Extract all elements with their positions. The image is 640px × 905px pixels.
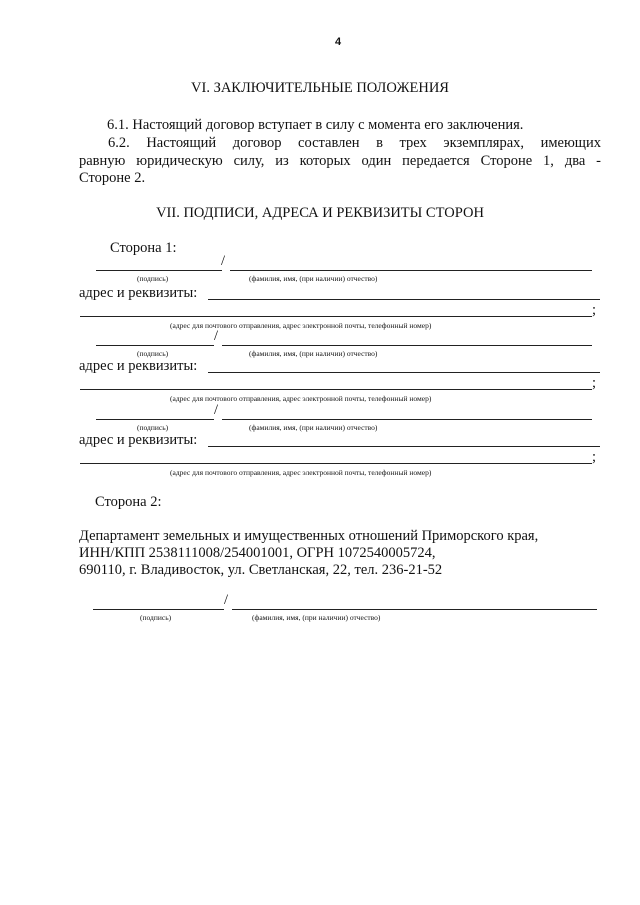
party-2-line-2: ИНН/КПП 2538111008/254001001, ОГРН 1072540005724, xyxy=(79,545,436,561)
full-name-caption: (фамилия, имя, (при наличии) отчество) xyxy=(252,613,381,622)
address-line-2[interactable] xyxy=(80,316,592,317)
full-name-caption: (фамилия, имя, (при наличии) отчество) xyxy=(249,423,378,432)
slash-separator: / xyxy=(214,328,219,344)
address-caption: (адрес для почтового отправления, адрес электронной почты, телефонный номер) xyxy=(170,321,432,330)
address-label: адрес и реквизиты: xyxy=(79,285,198,301)
semicolon: ; xyxy=(592,449,597,465)
address-line-2[interactable] xyxy=(80,463,592,464)
paragraph-6-2-line-2: равную юридическую силу, из которых один передается Стороне 1, два - xyxy=(79,153,601,169)
address-line-1[interactable] xyxy=(208,446,600,447)
slash-separator: / xyxy=(224,592,229,608)
party-2-line-3: 690110, г. Владивосток, ул. Светланская, 22, тел. 236-21-52 xyxy=(79,562,443,578)
address-caption: (адрес для почтового отправления, адрес электронной почты, телефонный номер) xyxy=(170,394,432,403)
signature-line[interactable] xyxy=(96,270,222,271)
slash-separator: / xyxy=(214,402,219,418)
address-label: адрес и реквизиты: xyxy=(79,358,198,374)
full-name-line[interactable] xyxy=(222,345,592,346)
signature-caption: (подпись) xyxy=(137,349,169,358)
semicolon: ; xyxy=(592,302,597,318)
address-line-1[interactable] xyxy=(208,372,600,373)
full-name-caption: (фамилия, имя, (при наличии) отчество) xyxy=(249,274,378,283)
paragraph-6-2-line-1: 6.2. Настоящий договор составлен в трех экземплярах, имеющих xyxy=(108,135,601,151)
paragraph-6-1: 6.1. Настоящий договор вступает в силу с момента его заключения. xyxy=(107,117,524,133)
full-name-line[interactable] xyxy=(232,609,597,610)
signature-caption: (подпись) xyxy=(137,274,169,283)
address-label: адрес и реквизиты: xyxy=(79,432,198,448)
full-name-caption: (фамилия, имя, (при наличии) отчество) xyxy=(249,349,378,358)
signature-caption: (подпись) xyxy=(137,423,169,432)
signature-line[interactable] xyxy=(93,609,224,610)
page-number: 4 xyxy=(335,36,342,48)
party-2-line-1: Департамент земельных и имущественных отношений Приморского края, xyxy=(79,528,539,544)
full-name-line[interactable] xyxy=(230,270,592,271)
signature-line[interactable] xyxy=(96,419,214,420)
signature-line[interactable] xyxy=(96,345,214,346)
semicolon: ; xyxy=(592,375,597,391)
address-caption: (адрес для почтового отправления, адрес электронной почты, телефонный номер) xyxy=(170,468,432,477)
party-2-label: Сторона 2: xyxy=(95,494,162,510)
paragraph-6-2-line-3: Стороне 2. xyxy=(79,170,146,186)
signature-caption: (подпись) xyxy=(140,613,172,622)
address-line-1[interactable] xyxy=(208,299,600,300)
slash-separator: / xyxy=(221,253,226,269)
section-7-heading: VII. ПОДПИСИ, АДРЕСА И РЕКВИЗИТЫ СТОРОН xyxy=(156,205,484,221)
party-1-label: Сторона 1: xyxy=(110,240,177,256)
section-6-heading: VI. ЗАКЛЮЧИТЕЛЬНЫЕ ПОЛОЖЕНИЯ xyxy=(191,80,449,96)
address-line-2[interactable] xyxy=(80,389,592,390)
full-name-line[interactable] xyxy=(222,419,592,420)
